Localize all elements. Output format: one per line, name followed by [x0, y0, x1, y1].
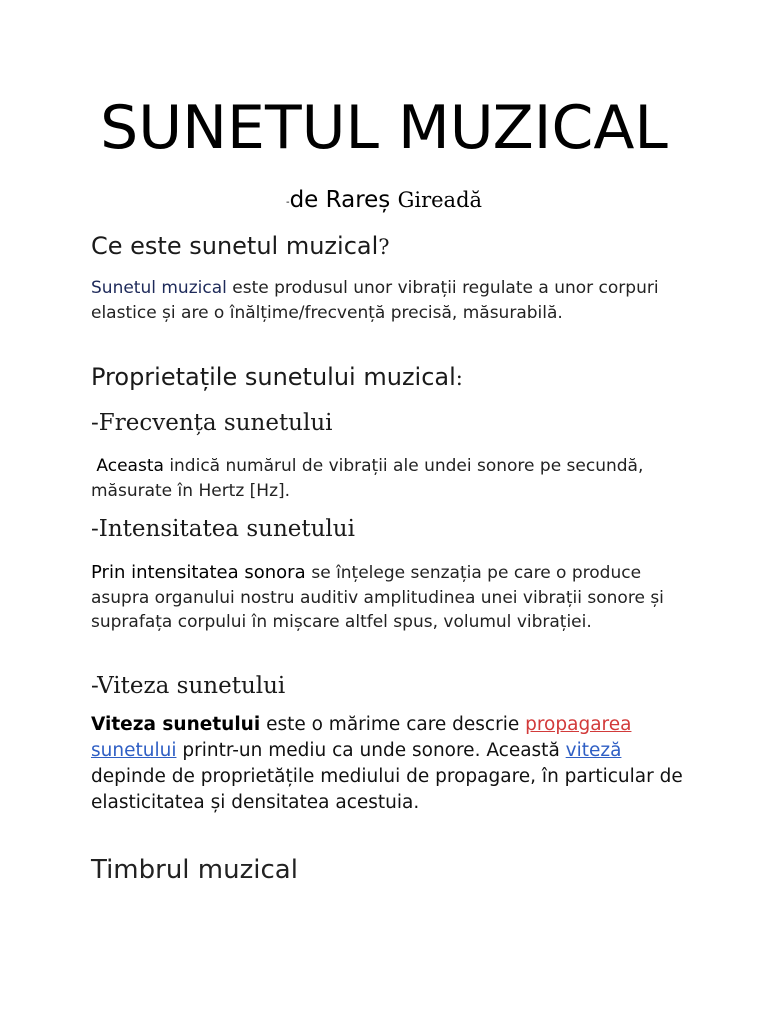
paragraph-intensity: [91, 561, 681, 635]
term-viteza-sunetului: Viteza sunetului: [91, 714, 261, 735]
term-sunetul-muzical: Sunetul muzical: [91, 278, 227, 298]
link-sunetului[interactable]: sunetului: [91, 740, 177, 761]
heading-properties: [91, 360, 463, 395]
author-surname: Gireadă: [397, 188, 483, 212]
heading-intensity: -Intensitatea sunetului: [91, 516, 355, 542]
heading-what-is-text: Ce este sunetul muzical: [91, 232, 379, 260]
paragraph-speed-text-4: depinde de proprietățile mediului de propagare, în particular de elasticitatea și densitatea acestuia.: [91, 766, 683, 813]
paragraph-frequency: [91, 454, 681, 503]
author-line: [0, 184, 768, 219]
heading-properties-text: Proprietațile sunetului muzical: [91, 363, 456, 391]
heading-what-is-mark: ?: [378, 235, 390, 259]
paragraph-intensity-text: se înțelege senzația pe care o produce asupra organului nostru auditiv amplitudinea unei vibrații sonore și suprafața corpului în mișcare altfel spus, volumul vibrației.: [91, 563, 664, 632]
paragraph-speed: [91, 712, 691, 816]
term-intensitatea-sonora: Prin intensitatea sonora: [91, 562, 312, 583]
link-propagarea[interactable]: propagarea: [525, 714, 632, 735]
heading-timbre: Timbrul muzical: [91, 855, 298, 885]
heading-speed: -Viteza sunetului: [91, 673, 286, 699]
paragraph-frequency-text: indică numărul de vibrații ale undei sonore pe secundă, măsurate în Hertz [Hz].: [91, 456, 644, 501]
link-viteza[interactable]: viteză: [565, 740, 622, 761]
author-first-name: de Rareș: [289, 187, 391, 213]
term-aceasta: Aceasta: [91, 456, 170, 476]
document-title: SUNETUL MUZICAL: [100, 93, 668, 163]
heading-frequency: -Frecvența sunetului: [91, 410, 333, 436]
heading-properties-mark: :: [455, 366, 463, 390]
paragraph-speed-text-3: printr-un mediu ca unde sonore. Această: [176, 740, 566, 761]
paragraph-what-is: [91, 276, 681, 325]
heading-what-is: [91, 229, 390, 264]
author-dash: -: [285, 197, 290, 208]
paragraph-speed-text-1: este o mărime care descrie: [260, 714, 526, 735]
paragraph-what-is-text: este produsul unor vibrații regulate a unor corpuri elastice și are o înălțime/frecvență precisă, măsurabilă.: [91, 278, 659, 323]
